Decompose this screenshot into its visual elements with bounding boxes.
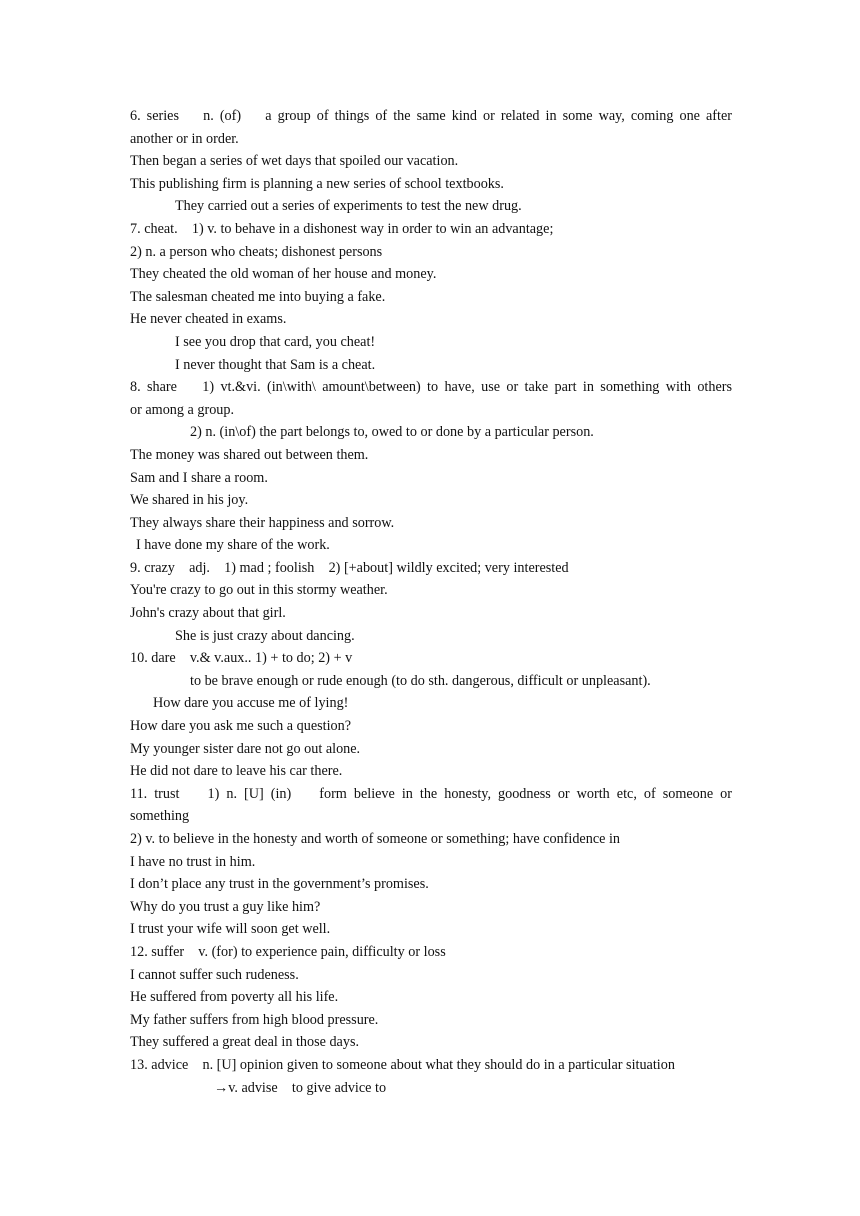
text-line: or among a group. bbox=[130, 401, 235, 418]
text-line: They carried out a series of experiments to test the new drug. bbox=[175, 198, 522, 215]
text-line: How dare you ask me such a question? bbox=[130, 718, 352, 735]
text-line: 13. advice n. [U] opinion given to someone about what they should do in a particular situation bbox=[130, 1056, 675, 1073]
text-line: We shared in his joy. bbox=[130, 492, 249, 509]
text-line: John's crazy about that girl. bbox=[130, 605, 286, 622]
text-line: I see you drop that card, you cheat! bbox=[175, 333, 376, 350]
document-body bbox=[130, 105, 732, 1099]
text-line: 12. suffer v. (for) to experience pain, difficulty or loss bbox=[130, 943, 446, 960]
text-line: I trust your wife will soon get well. bbox=[130, 921, 331, 938]
text-line: something bbox=[130, 808, 190, 825]
text-line: They suffered a great deal in those days. bbox=[130, 1034, 360, 1051]
text-line: My father suffers from high blood pressure. bbox=[130, 1011, 379, 1028]
text-line: 2) n. (in\of) the part belongs to, owed to or done by a particular person. bbox=[190, 424, 594, 441]
text-line: 2) n. a person who cheats; dishonest persons bbox=[130, 243, 383, 260]
text-line: another or in order. bbox=[130, 130, 239, 147]
text-line: 9. crazy adj. 1) mad ; foolish 2) [+about] wildly excited; very interested bbox=[130, 559, 569, 576]
text-line: You're crazy to go out in this stormy weather. bbox=[130, 582, 388, 599]
text-line: He never cheated in exams. bbox=[130, 311, 287, 328]
text-line: They cheated the old woman of her house and money. bbox=[130, 266, 437, 283]
text-line: The salesman cheated me into buying a fake. bbox=[130, 288, 386, 305]
text-line: Why do you trust a guy like him? bbox=[130, 898, 321, 915]
text-line: I have no trust in him. bbox=[130, 853, 256, 870]
text-line: This publishing firm is planning a new series of school textbooks. bbox=[130, 175, 504, 192]
text-line: Then began a series of wet days that spoiled our vacation. bbox=[130, 153, 459, 170]
text-line: 6. series n. (of) a group of things of the same kind or related in some way, coming one after bbox=[130, 108, 732, 124]
text-line: 10. dare v.& v.aux.. 1) + to do; 2) + v bbox=[130, 650, 353, 667]
text-line: I have done my share of the work. bbox=[136, 537, 330, 554]
text-line: I never thought that Sam is a cheat. bbox=[175, 356, 376, 373]
text-line: 8. share 1) vt.&vi. (in\with\ amount\between) to have, use or take part in something with others bbox=[130, 379, 732, 396]
text-line: My younger sister dare not go out alone. bbox=[130, 740, 361, 757]
text-line: How dare you accuse me of lying! bbox=[153, 695, 349, 712]
text-line: They always share their happiness and sorrow. bbox=[130, 514, 395, 531]
text-line: He did not dare to leave his car there. bbox=[130, 763, 343, 780]
text-line: She is just crazy about dancing. bbox=[175, 627, 355, 644]
text-line: Sam and I share a room. bbox=[130, 469, 268, 486]
text-line: I don’t place any trust in the government’s promises. bbox=[130, 876, 429, 893]
text-line: The money was shared out between them. bbox=[130, 446, 369, 463]
text-line: 7. cheat. 1) v. to behave in a dishonest way in order to win an advantage; bbox=[130, 220, 554, 237]
text-line: I cannot suffer such rudeness. bbox=[130, 966, 299, 983]
text-line: to be brave enough or rude enough (to do sth. dangerous, difficult or unpleasant). bbox=[190, 672, 651, 689]
text-line: →v. advise to give advice to bbox=[214, 1079, 387, 1096]
text-line: 2) v. to believe in the honesty and worth of someone or something; have confidence in bbox=[130, 831, 620, 847]
text-line: He suffered from poverty all his life. bbox=[130, 989, 339, 1006]
text-line: 11. trust 1) n. [U] (in) form believe in the honesty, goodness or worth etc, of someone or bbox=[130, 785, 732, 802]
